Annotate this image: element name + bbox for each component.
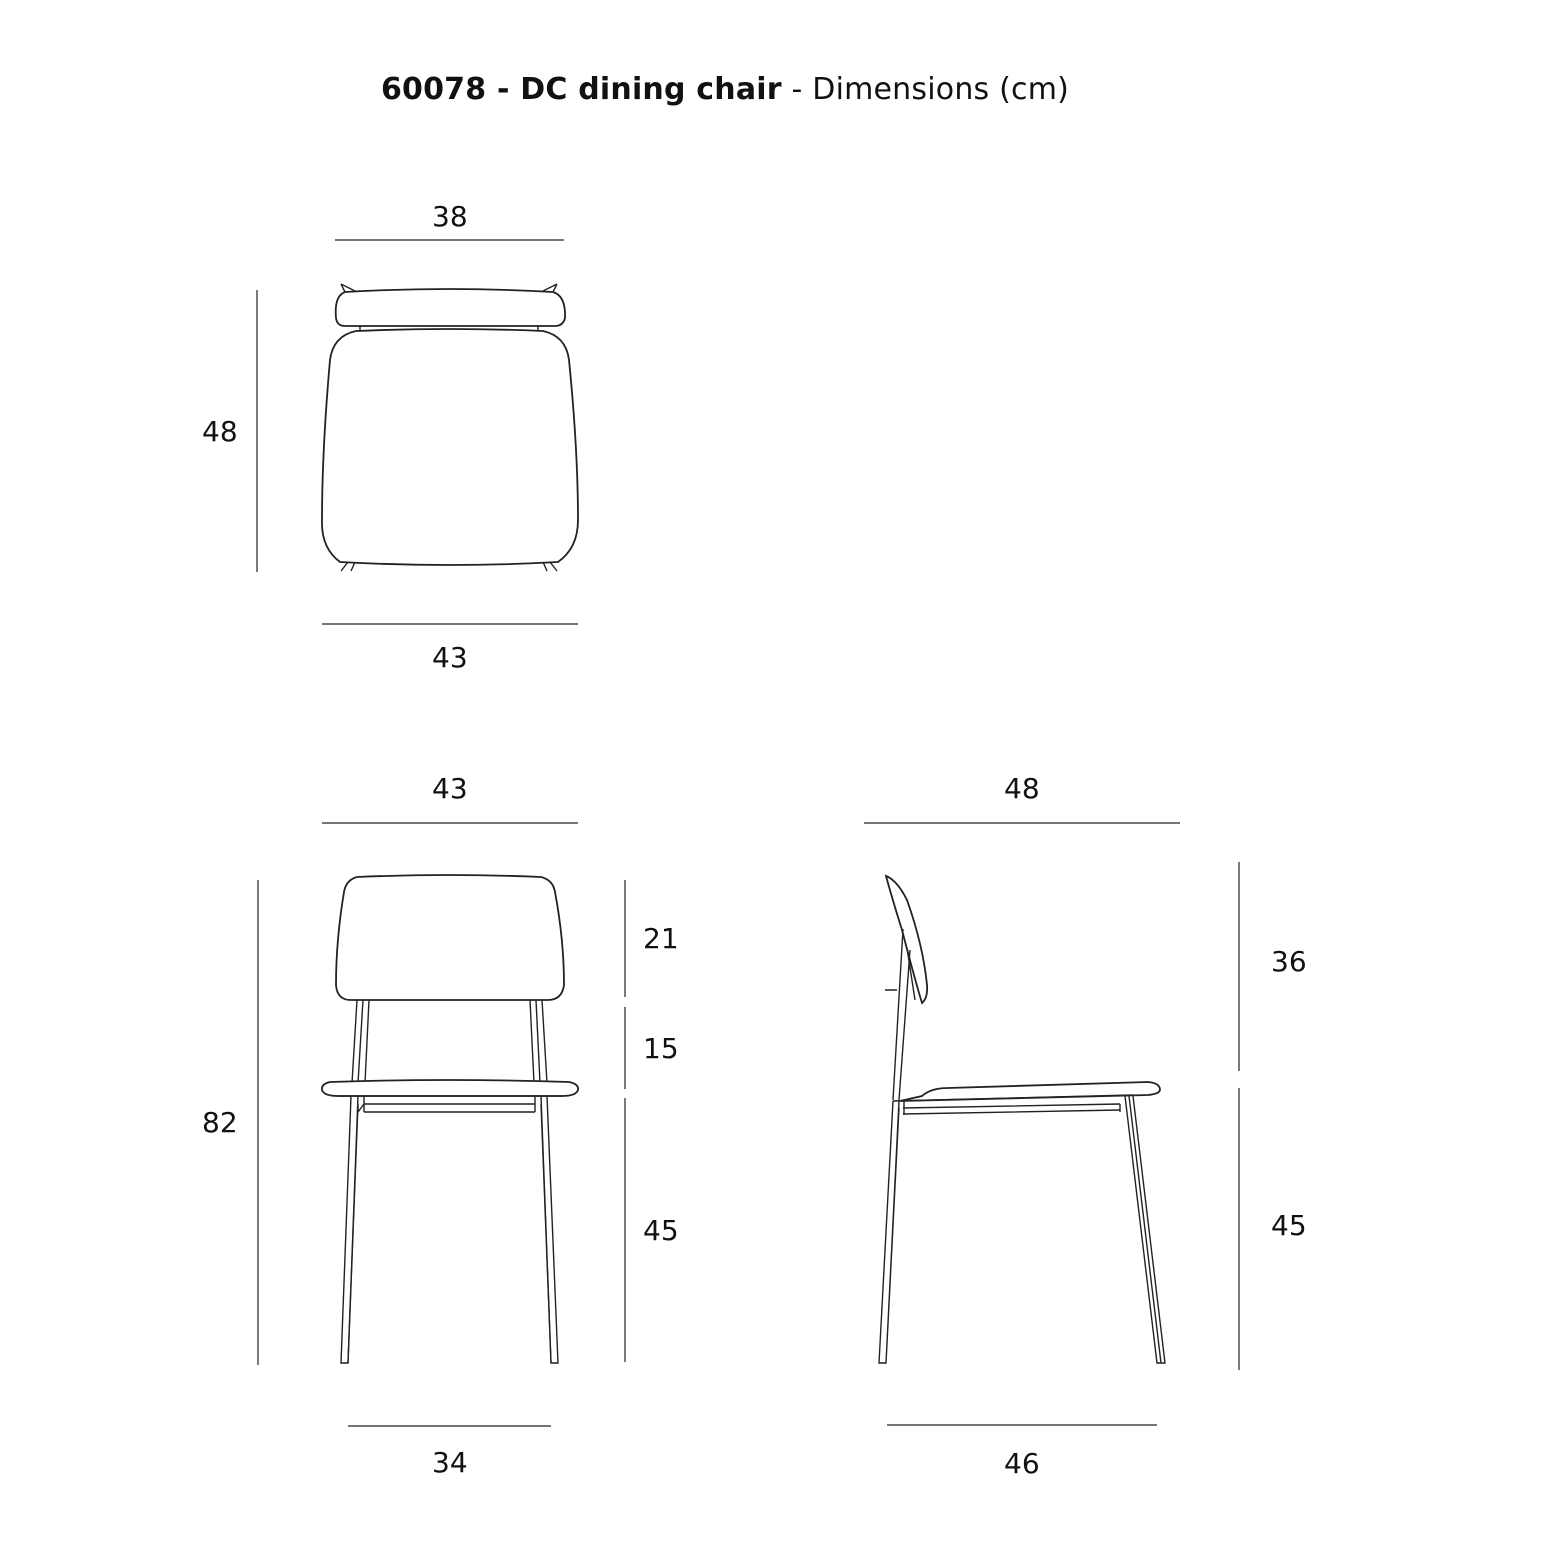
side-view-back-post	[885, 929, 910, 1100]
front-view-backrest	[336, 875, 564, 1000]
side-view-seat-height-label: 45	[1271, 1209, 1307, 1242]
front-view-stretcher	[364, 1104, 535, 1112]
top-view-bottom-width-label: 43	[432, 641, 468, 674]
front-view-seat-height-label: 45	[643, 1214, 679, 1247]
product-name: 60078 - DC dining chair	[380, 72, 782, 107]
front-view-width-label: 43	[432, 772, 468, 805]
side-view-depth-label: 48	[1004, 772, 1040, 805]
front-view-seat	[322, 1080, 578, 1096]
front-view-total-height-label: 82	[202, 1106, 238, 1139]
title-subtitle: Dimensions (cm)	[812, 72, 1070, 107]
side-view-rear-leg	[879, 1101, 904, 1363]
side-view-chair	[879, 876, 1165, 1363]
side-view-backrest	[886, 876, 927, 1003]
side-view-front-leg	[1120, 1096, 1165, 1363]
front-view-chair	[322, 875, 578, 1363]
side-view-stretcher	[903, 1104, 1120, 1114]
front-view-back-height-label: 21	[643, 922, 679, 955]
top-view-depth-label: 48	[202, 415, 238, 448]
top-view-seat	[322, 329, 578, 565]
front-view-right-post	[530, 1000, 547, 1083]
top-view-chair	[322, 284, 578, 571]
side-view-leg-span-label: 46	[1004, 1447, 1040, 1480]
title-separator: -	[781, 72, 813, 107]
top-view-top-width-label: 38	[432, 200, 468, 233]
front-view-leg-span-label: 34	[432, 1446, 468, 1479]
front-view-left-post	[352, 1000, 369, 1083]
top-view-backrest	[336, 289, 565, 326]
front-view-gap-height-label: 15	[643, 1032, 679, 1065]
side-view-back-height-label: 36	[1271, 945, 1307, 978]
side-view-dimension-lines	[864, 823, 1239, 1425]
